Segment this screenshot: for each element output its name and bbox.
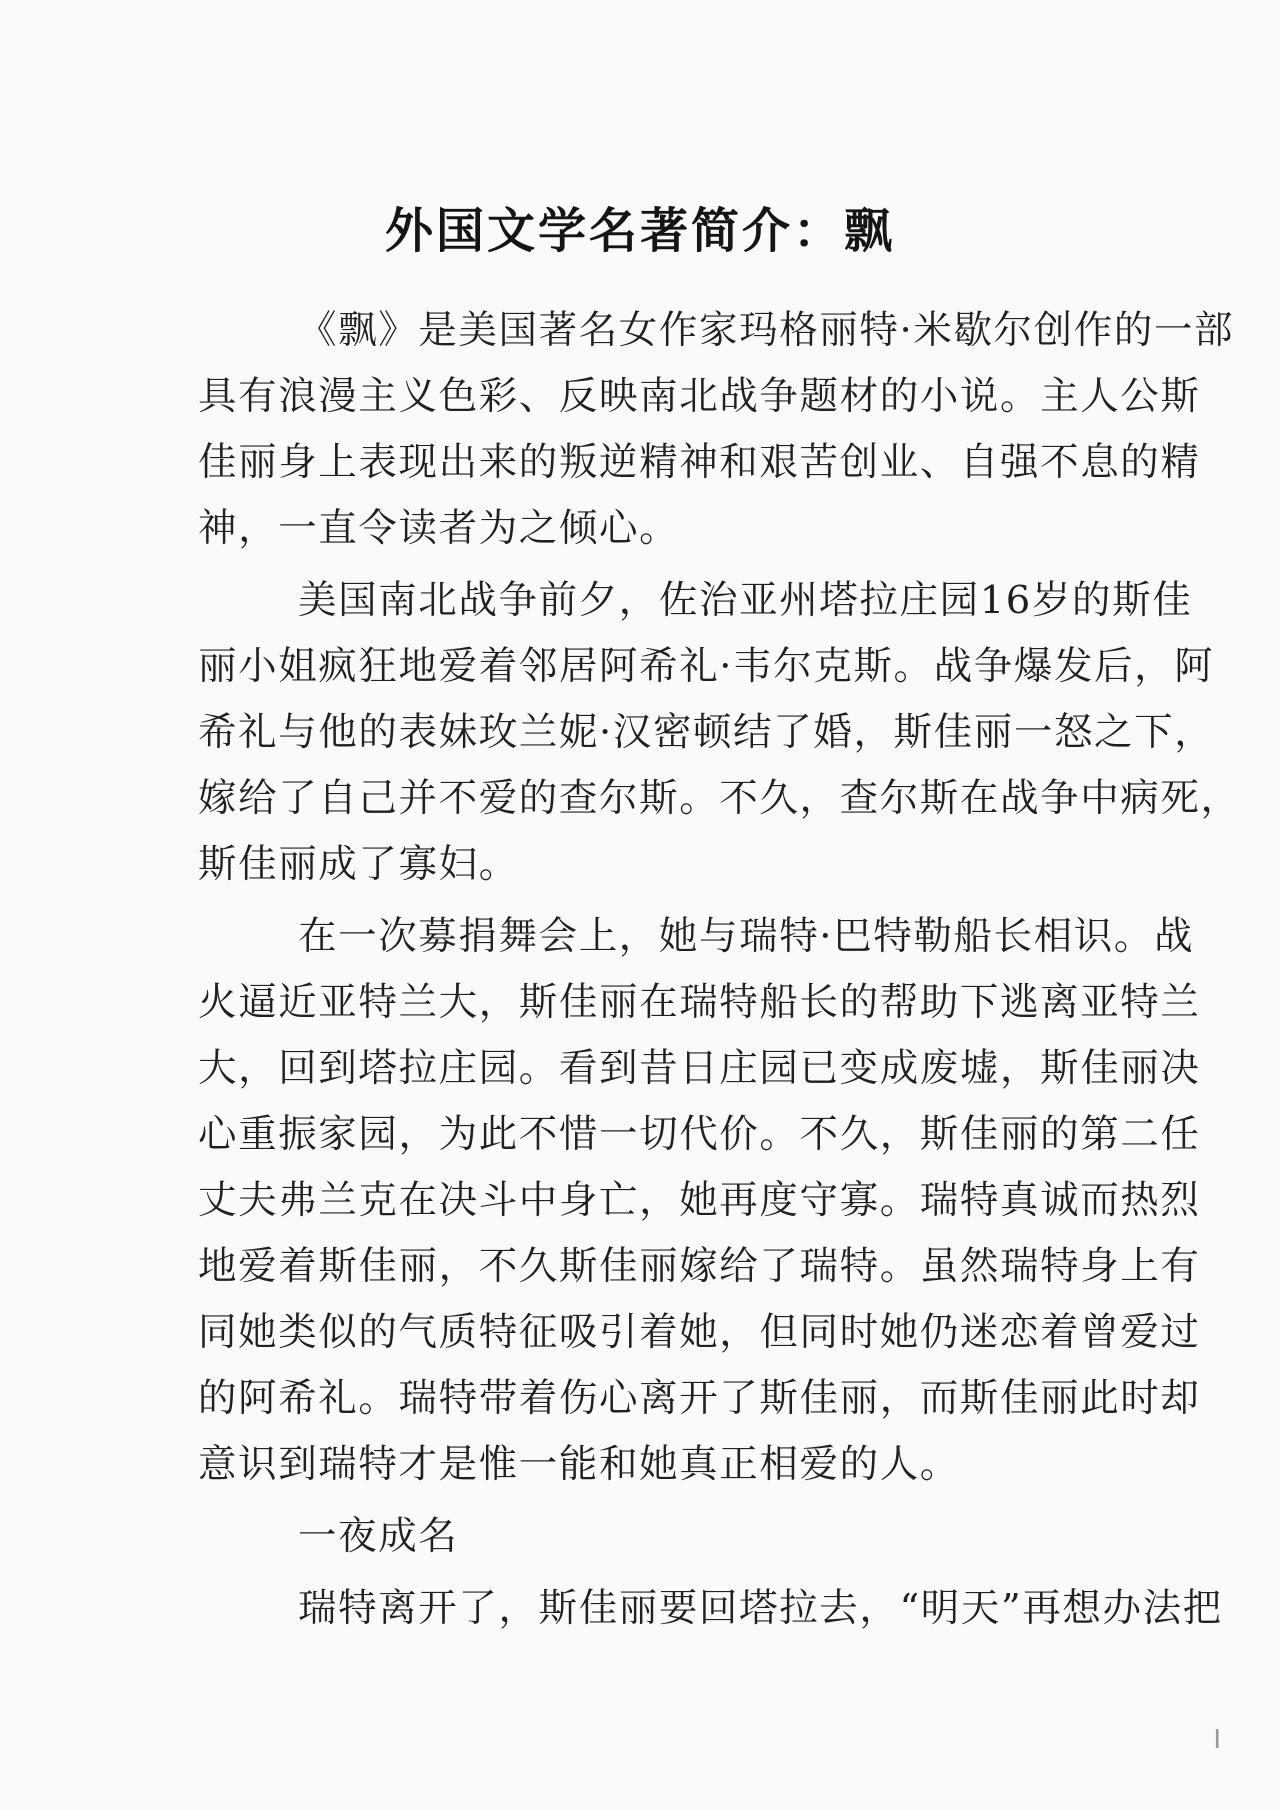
- text-line: 丽小姐疯狂地爱着邻居阿希礼·韦尔克斯。战争爆发后，阿: [198, 644, 1215, 689]
- text-line: 的阿希礼。瑞特带着伤心离开了斯佳丽，而斯佳丽此时却: [198, 1376, 1201, 1421]
- text-line: 《飘》是美国著名女作家玛格丽特·米歇尔创作的一部: [298, 308, 1235, 353]
- text-line: 希礼与他的表妹玫兰妮·汉密顿结了婚，斯佳丽一怒之下，: [198, 710, 1215, 755]
- body-text: [198, 298, 1241, 1642]
- text-line: 斯佳丽成了寡妇。: [198, 842, 519, 887]
- text-line: 在一次募捐舞会上，她与瑞特·巴特勒船长相识。战: [298, 914, 1195, 959]
- text-line: 心重振家园，为此不惜一切代价。不久，斯佳丽的第二任: [198, 1112, 1201, 1157]
- text-line: 大，回到塔拉庄园。看到昔日庄园已变成废墟，斯佳丽决: [198, 1046, 1201, 1091]
- text-line: 火逼近亚特兰大，斯佳丽在瑞特船长的帮助下逃离亚特兰: [198, 980, 1201, 1025]
- text-line: 瑞特离开了，斯佳丽要回塔拉去，“明天”再想办法把: [298, 1586, 1223, 1631]
- paragraph-intro: [198, 298, 1235, 562]
- paragraph-plot: [198, 904, 1201, 1498]
- text-line: 嫁给了自己并不爱的查尔斯。不久，查尔斯在战争中病死，: [198, 776, 1241, 821]
- paragraph-closing: [198, 1576, 1223, 1642]
- text-line: 意识到瑞特才是惟一能和她真正相爱的人。: [198, 1442, 960, 1487]
- text-line: 美国南北战争前夕，佐治亚州塔拉庄园16岁的斯佳: [298, 578, 1193, 623]
- paragraph-background: [198, 568, 1241, 898]
- text-line: 一夜成名: [298, 1514, 459, 1559]
- text-line: 同她类似的气质特征吸引着她，但同时她仍迷恋着曾爱过: [198, 1310, 1201, 1355]
- text-line: 神，一直令读者为之倾心。: [198, 506, 680, 551]
- text-line: 具有浪漫主义色彩、反映南北战争题材的小说。主人公斯: [198, 374, 1201, 419]
- section-heading: [198, 1504, 1078, 1570]
- page-title: 外国文学名著简介：飘: [384, 203, 895, 260]
- text-line: 丈夫弗兰克在决斗中身亡，她再度守寡。瑞特真诚而热烈: [198, 1178, 1201, 1223]
- text-line: 地爱着斯佳丽，不久斯佳丽嫁给了瑞特。虽然瑞特身上有: [198, 1244, 1201, 1289]
- text-line: 佳丽身上表现出来的叛逆精神和艰苦创业、自强不息的精: [198, 440, 1201, 485]
- page-marker: I: [1213, 1725, 1222, 1755]
